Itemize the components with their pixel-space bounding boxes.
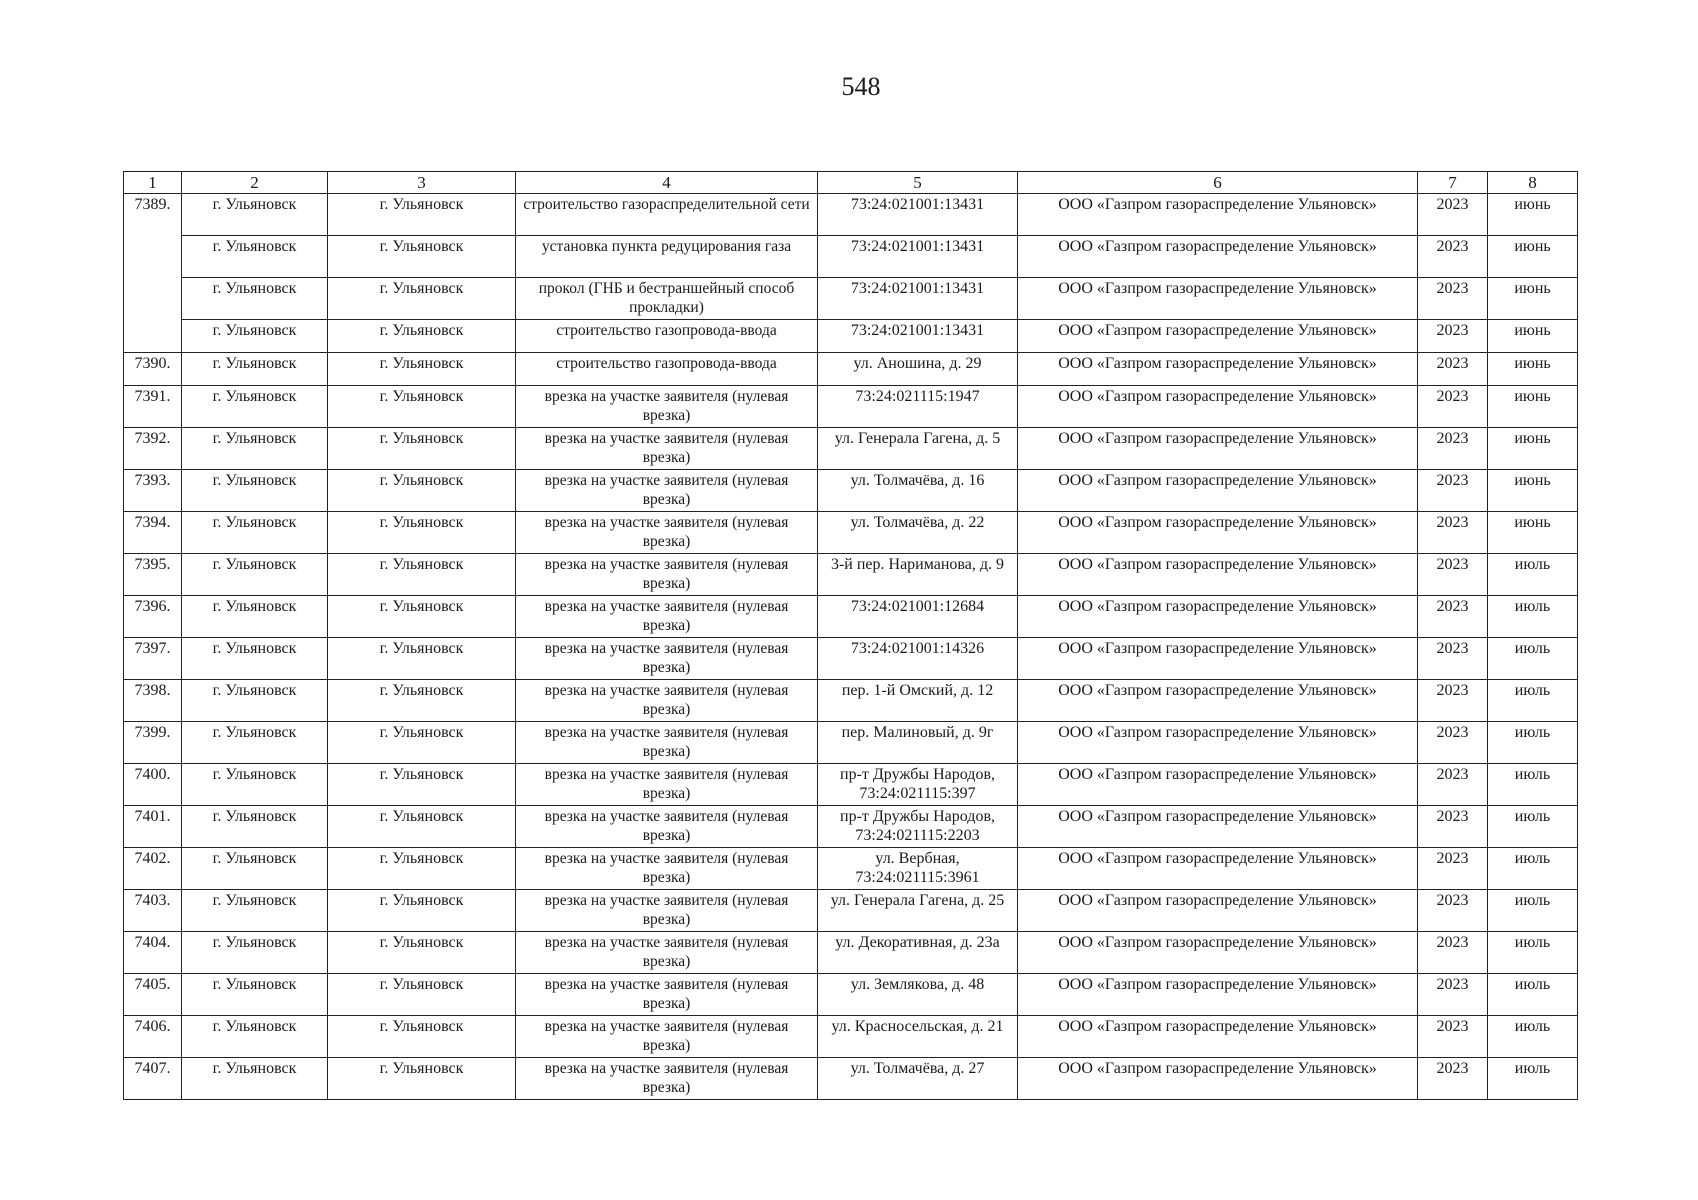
row-number-cell: 7397. <box>124 638 182 680</box>
year-cell: 2023 <box>1418 236 1488 278</box>
year-cell: 2023 <box>1418 353 1488 386</box>
month-cell: июль <box>1488 638 1578 680</box>
municipality-cell: г. Ульяновск <box>182 974 328 1016</box>
month-cell: июль <box>1488 932 1578 974</box>
municipality-cell: г. Ульяновск <box>182 278 328 320</box>
address-cell: 73:24:021001:13431 <box>818 278 1018 320</box>
municipality-cell: г. Ульяновск <box>182 470 328 512</box>
table-row <box>124 890 1578 932</box>
settlement-cell: г. Ульяновск <box>328 236 516 278</box>
work-type-cell: врезка на участке заявителя (нулевая врезка) <box>516 386 818 428</box>
organization-cell: ООО «Газпром газораспределение Ульяновск» <box>1018 554 1418 596</box>
address-cell: ул. Толмачёва, д. 22 <box>818 512 1018 554</box>
organization-cell: ООО «Газпром газораспределение Ульяновск» <box>1018 974 1418 1016</box>
address-cell: пер. Малиновый, д. 9г <box>818 722 1018 764</box>
column-header: 1 <box>124 172 182 194</box>
table-row <box>124 278 1578 320</box>
municipality-cell: г. Ульяновск <box>182 680 328 722</box>
settlement-cell: г. Ульяновск <box>328 428 516 470</box>
settlement-cell: г. Ульяновск <box>328 932 516 974</box>
settlement-cell: г. Ульяновск <box>328 680 516 722</box>
settlement-cell: г. Ульяновск <box>328 1058 516 1100</box>
address-cell: 73:24:021001:13431 <box>818 194 1018 236</box>
month-cell: июль <box>1488 890 1578 932</box>
year-cell: 2023 <box>1418 428 1488 470</box>
year-cell: 2023 <box>1418 386 1488 428</box>
column-header: 2 <box>182 172 328 194</box>
column-header: 7 <box>1418 172 1488 194</box>
municipality-cell: г. Ульяновск <box>182 320 328 353</box>
year-cell: 2023 <box>1418 722 1488 764</box>
organization-cell: ООО «Газпром газораспределение Ульяновск» <box>1018 722 1418 764</box>
month-cell: июль <box>1488 974 1578 1016</box>
organization-cell: ООО «Газпром газораспределение Ульяновск» <box>1018 596 1418 638</box>
address-cell: ул. Генерала Гагена, д. 5 <box>818 428 1018 470</box>
address-cell: ул. Толмачёва, д. 16 <box>818 470 1018 512</box>
organization-cell: ООО «Газпром газораспределение Ульяновск» <box>1018 806 1418 848</box>
address-cell: ул. Толмачёва, д. 27 <box>818 1058 1018 1100</box>
organization-cell: ООО «Газпром газораспределение Ульяновск» <box>1018 236 1418 278</box>
year-cell: 2023 <box>1418 806 1488 848</box>
month-cell: июль <box>1488 554 1578 596</box>
table-row <box>124 806 1578 848</box>
municipality-cell: г. Ульяновск <box>182 353 328 386</box>
work-type-cell: врезка на участке заявителя (нулевая врезка) <box>516 470 818 512</box>
work-type-cell: строительство газопровода-ввода <box>516 353 818 386</box>
work-type-cell: врезка на участке заявителя (нулевая врезка) <box>516 512 818 554</box>
address-cell: ул. Землякова, д. 48 <box>818 974 1018 1016</box>
settlement-cell: г. Ульяновск <box>328 722 516 764</box>
year-cell: 2023 <box>1418 512 1488 554</box>
organization-cell: ООО «Газпром газораспределение Ульяновск» <box>1018 848 1418 890</box>
organization-cell: ООО «Газпром газораспределение Ульяновск» <box>1018 512 1418 554</box>
work-type-cell: врезка на участке заявителя (нулевая врезка) <box>516 638 818 680</box>
column-header: 4 <box>516 172 818 194</box>
organization-cell: ООО «Газпром газораспределение Ульяновск» <box>1018 1058 1418 1100</box>
row-number-cell: 7399. <box>124 722 182 764</box>
work-type-cell: прокол (ГНБ и бестраншейный способ прокладки) <box>516 278 818 320</box>
month-cell: июль <box>1488 806 1578 848</box>
settlement-cell: г. Ульяновск <box>328 890 516 932</box>
year-cell: 2023 <box>1418 1058 1488 1100</box>
month-cell: июль <box>1488 764 1578 806</box>
year-cell: 2023 <box>1418 974 1488 1016</box>
municipality-cell: г. Ульяновск <box>182 1016 328 1058</box>
work-type-cell: врезка на участке заявителя (нулевая врезка) <box>516 974 818 1016</box>
table-row <box>124 194 1578 236</box>
organization-cell: ООО «Газпром газораспределение Ульяновск» <box>1018 680 1418 722</box>
work-type-cell: врезка на участке заявителя (нулевая врезка) <box>516 848 818 890</box>
table-row <box>124 932 1578 974</box>
row-number-cell: 7403. <box>124 890 182 932</box>
table-row <box>124 596 1578 638</box>
organization-cell: ООО «Газпром газораспределение Ульяновск» <box>1018 320 1418 353</box>
settlement-cell: г. Ульяновск <box>328 764 516 806</box>
month-cell: июнь <box>1488 278 1578 320</box>
table-row <box>124 1016 1578 1058</box>
address-cell: 73:24:021001:13431 <box>818 320 1018 353</box>
address-cell: 73:24:021001:12684 <box>818 596 1018 638</box>
work-type-cell: врезка на участке заявителя (нулевая врезка) <box>516 1058 818 1100</box>
year-cell: 2023 <box>1418 890 1488 932</box>
address-cell: 73:24:021115:1947 <box>818 386 1018 428</box>
address-cell: ул. Вербная, 73:24:021115:3961 <box>818 848 1018 890</box>
table-body <box>124 194 1578 1100</box>
organization-cell: ООО «Газпром газораспределение Ульяновск» <box>1018 890 1418 932</box>
municipality-cell: г. Ульяновск <box>182 194 328 236</box>
municipality-cell: г. Ульяновск <box>182 596 328 638</box>
row-number-cell: 7395. <box>124 554 182 596</box>
work-type-cell: врезка на участке заявителя (нулевая врезка) <box>516 932 818 974</box>
settlement-cell: г. Ульяновск <box>328 386 516 428</box>
month-cell: июнь <box>1488 236 1578 278</box>
settlement-cell: г. Ульяновск <box>328 470 516 512</box>
table-row <box>124 554 1578 596</box>
municipality-cell: г. Ульяновск <box>182 428 328 470</box>
organization-cell: ООО «Газпром газораспределение Ульяновск» <box>1018 428 1418 470</box>
organization-cell: ООО «Газпром газораспределение Ульяновск» <box>1018 278 1418 320</box>
month-cell: июнь <box>1488 470 1578 512</box>
column-header: 5 <box>818 172 1018 194</box>
table-row <box>124 428 1578 470</box>
work-type-cell: врезка на участке заявителя (нулевая врезка) <box>516 428 818 470</box>
year-cell: 2023 <box>1418 848 1488 890</box>
address-cell: ул. Декоративная, д. 23а <box>818 932 1018 974</box>
address-cell: ул. Генерала Гагена, д. 25 <box>818 890 1018 932</box>
year-cell: 2023 <box>1418 596 1488 638</box>
address-cell: 73:24:021001:14326 <box>818 638 1018 680</box>
municipality-cell: г. Ульяновск <box>182 722 328 764</box>
work-type-cell: строительство газораспределительной сети <box>516 194 818 236</box>
municipality-cell: г. Ульяновск <box>182 512 328 554</box>
organization-cell: ООО «Газпром газораспределение Ульяновск» <box>1018 470 1418 512</box>
row-number-cell: 7405. <box>124 974 182 1016</box>
year-cell: 2023 <box>1418 1016 1488 1058</box>
work-type-cell: врезка на участке заявителя (нулевая врезка) <box>516 596 818 638</box>
municipality-cell: г. Ульяновск <box>182 764 328 806</box>
organization-cell: ООО «Газпром газораспределение Ульяновск» <box>1018 1016 1418 1058</box>
data-table <box>123 171 1578 1100</box>
address-cell: ул. Красносельская, д. 21 <box>818 1016 1018 1058</box>
year-cell: 2023 <box>1418 194 1488 236</box>
municipality-cell: г. Ульяновск <box>182 236 328 278</box>
work-type-cell: строительство газопровода-ввода <box>516 320 818 353</box>
row-number-cell: 7398. <box>124 680 182 722</box>
table-row <box>124 236 1578 278</box>
row-number-cell: 7394. <box>124 512 182 554</box>
municipality-cell: г. Ульяновск <box>182 806 328 848</box>
table-row <box>124 353 1578 386</box>
row-number-cell: 7402. <box>124 848 182 890</box>
settlement-cell: г. Ульяновск <box>328 194 516 236</box>
settlement-cell: г. Ульяновск <box>328 596 516 638</box>
table-row <box>124 386 1578 428</box>
month-cell: июль <box>1488 1016 1578 1058</box>
month-cell: июнь <box>1488 320 1578 353</box>
month-cell: июнь <box>1488 386 1578 428</box>
page-number: 548 <box>841 72 881 101</box>
year-cell: 2023 <box>1418 680 1488 722</box>
row-number-cell: 7407. <box>124 1058 182 1100</box>
table-row <box>124 974 1578 1016</box>
row-number-cell: 7392. <box>124 428 182 470</box>
month-cell: июль <box>1488 596 1578 638</box>
month-cell: июнь <box>1488 428 1578 470</box>
settlement-cell: г. Ульяновск <box>328 278 516 320</box>
year-cell: 2023 <box>1418 554 1488 596</box>
month-cell: июль <box>1488 1058 1578 1100</box>
municipality-cell: г. Ульяновск <box>182 638 328 680</box>
year-cell: 2023 <box>1418 638 1488 680</box>
settlement-cell: г. Ульяновск <box>328 1016 516 1058</box>
table-row <box>124 512 1578 554</box>
row-number-cell: 7400. <box>124 764 182 806</box>
row-number-cell: 7389. <box>124 194 182 353</box>
column-header: 8 <box>1488 172 1578 194</box>
table-row <box>124 320 1578 353</box>
address-cell: пр-т Дружбы Народов, 73:24:021115:397 <box>818 764 1018 806</box>
work-type-cell: врезка на участке заявителя (нулевая врезка) <box>516 680 818 722</box>
year-cell: 2023 <box>1418 278 1488 320</box>
year-cell: 2023 <box>1418 320 1488 353</box>
table-row <box>124 1058 1578 1100</box>
work-type-cell: врезка на участке заявителя (нулевая врезка) <box>516 890 818 932</box>
work-type-cell: врезка на участке заявителя (нулевая врезка) <box>516 806 818 848</box>
month-cell: июль <box>1488 722 1578 764</box>
work-type-cell: врезка на участке заявителя (нулевая врезка) <box>516 722 818 764</box>
municipality-cell: г. Ульяновск <box>182 890 328 932</box>
municipality-cell: г. Ульяновск <box>182 932 328 974</box>
municipality-cell: г. Ульяновск <box>182 1058 328 1100</box>
organization-cell: ООО «Газпром газораспределение Ульяновск» <box>1018 764 1418 806</box>
settlement-cell: г. Ульяновск <box>328 848 516 890</box>
table-row <box>124 848 1578 890</box>
row-number-cell: 7401. <box>124 806 182 848</box>
row-number-cell: 7404. <box>124 932 182 974</box>
address-cell: ул. Аношина, д. 29 <box>818 353 1018 386</box>
municipality-cell: г. Ульяновск <box>182 554 328 596</box>
row-number-cell: 7406. <box>124 1016 182 1058</box>
month-cell: июнь <box>1488 353 1578 386</box>
row-number-cell: 7393. <box>124 470 182 512</box>
header-row <box>124 172 1578 194</box>
month-cell: июль <box>1488 680 1578 722</box>
address-cell: пр-т Дружбы Народов, 73:24:021115:2203 <box>818 806 1018 848</box>
organization-cell: ООО «Газпром газораспределение Ульяновск» <box>1018 386 1418 428</box>
month-cell: июль <box>1488 848 1578 890</box>
settlement-cell: г. Ульяновск <box>328 512 516 554</box>
municipality-cell: г. Ульяновск <box>182 386 328 428</box>
work-type-cell: врезка на участке заявителя (нулевая врезка) <box>516 1016 818 1058</box>
year-cell: 2023 <box>1418 470 1488 512</box>
organization-cell: ООО «Газпром газораспределение Ульяновск» <box>1018 638 1418 680</box>
settlement-cell: г. Ульяновск <box>328 353 516 386</box>
work-type-cell: установка пункта редуцирования газа <box>516 236 818 278</box>
work-type-cell: врезка на участке заявителя (нулевая врезка) <box>516 764 818 806</box>
table-row <box>124 470 1578 512</box>
settlement-cell: г. Ульяновск <box>328 974 516 1016</box>
row-number-cell: 7390. <box>124 353 182 386</box>
organization-cell: ООО «Газпром газораспределение Ульяновск» <box>1018 353 1418 386</box>
month-cell: июнь <box>1488 512 1578 554</box>
address-cell: 73:24:021001:13431 <box>818 236 1018 278</box>
settlement-cell: г. Ульяновск <box>328 554 516 596</box>
organization-cell: ООО «Газпром газораспределение Ульяновск» <box>1018 194 1418 236</box>
row-number-cell: 7396. <box>124 596 182 638</box>
table-row <box>124 722 1578 764</box>
organization-cell: ООО «Газпром газораспределение Ульяновск» <box>1018 932 1418 974</box>
address-cell: 3-й пер. Нариманова, д. 9 <box>818 554 1018 596</box>
table-row <box>124 764 1578 806</box>
column-header: 3 <box>328 172 516 194</box>
column-header: 6 <box>1018 172 1418 194</box>
settlement-cell: г. Ульяновск <box>328 320 516 353</box>
year-cell: 2023 <box>1418 932 1488 974</box>
settlement-cell: г. Ульяновск <box>328 638 516 680</box>
work-type-cell: врезка на участке заявителя (нулевая врезка) <box>516 554 818 596</box>
table-row <box>124 680 1578 722</box>
settlement-cell: г. Ульяновск <box>328 806 516 848</box>
municipality-cell: г. Ульяновск <box>182 848 328 890</box>
address-cell: пер. 1-й Омский, д. 12 <box>818 680 1018 722</box>
row-number-cell: 7391. <box>124 386 182 428</box>
month-cell: июнь <box>1488 194 1578 236</box>
year-cell: 2023 <box>1418 764 1488 806</box>
table-row <box>124 638 1578 680</box>
